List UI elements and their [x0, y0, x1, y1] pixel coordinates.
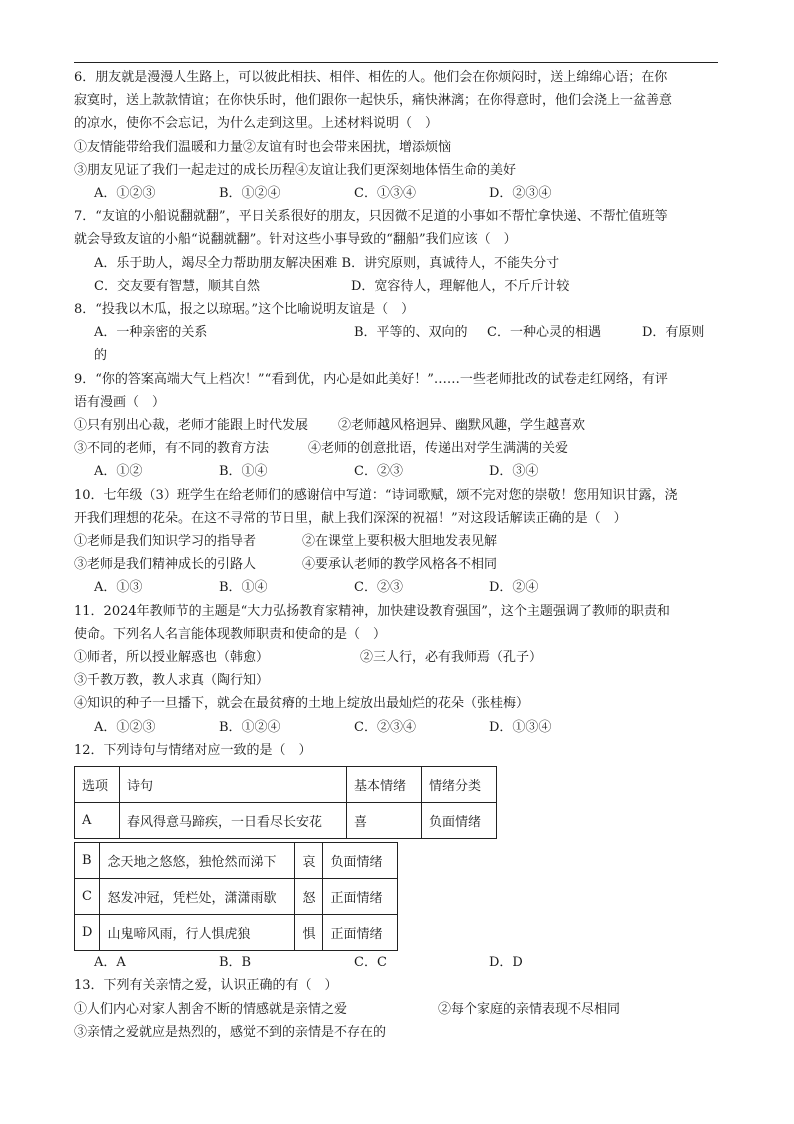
q13-stem: 13．下列有关亲情之爱，认识正确的有（ ） — [74, 978, 338, 994]
q11-statement: ③千教万教，教人求真（陶行知） — [74, 673, 270, 689]
table-cell: C — [75, 879, 100, 915]
q11-stem-line: 使命。下列名人名言能体现教师职责和使命的是（ ） — [74, 626, 387, 642]
q7-stem-line: 就会导致友谊的小船“说翻就翻”。针对这些小事导致的“翻船”我们应该（ ） — [74, 232, 517, 248]
table-header-row — [75, 767, 497, 803]
q10-stem-line: 开我们理想的花朵。在这不寻常的节日里，献上我们深深的祝福！”对这段话解读正确的是（ ） — [74, 510, 627, 526]
question-8 — [74, 298, 720, 368]
question-13 — [74, 974, 720, 1044]
q9-statement: ③不同的老师，有不同的教育方法 — [74, 441, 270, 457]
q13-statement: ③亲情之爱就应是热烈的，感觉不到的亲情是不存在的 — [74, 1024, 387, 1040]
q7-stem-line: 7．“友谊的小船说翻就翻”，平日关系很好的朋友，只因微不足道的小事如不帮忙拿快递、不帮忙值班等 — [74, 209, 668, 225]
option-a[interactable]: A．①② — [94, 464, 143, 480]
table-cell: 念天地之悠悠，独怆然而涕下 — [100, 843, 295, 879]
option-d[interactable]: D．②④ — [489, 580, 539, 596]
option-a[interactable]: A．①②③ — [94, 186, 156, 202]
q12-stem: 12．下列诗句与情绪对应一致的是（ ） — [74, 742, 312, 758]
table-header-cell: 情绪分类 — [422, 767, 497, 803]
option-c[interactable]: C．②③ — [354, 464, 403, 480]
question-6 — [74, 66, 720, 205]
q9-statement: ①只有别出心裁，老师才能跟上时代发展 — [74, 418, 309, 434]
q6-stem-line: 6．朋友就是漫漫人生路上，可以彼此相扶、相伴、相佐的人。他们会在你烦闷时，送上绵绵心语；在你 — [74, 70, 668, 85]
q6-statement: ③朋友见证了我们一起走过的成长历程④友谊让我们更深刻地体悟生命的美好 — [74, 162, 517, 178]
q6-stem-line: 寂寞时，送上款款情谊；在你快乐时，他们跟你一起快乐，痛快淋漓；在你得意时，他们会浇上一盆善意 — [74, 93, 673, 109]
table-row — [75, 843, 398, 879]
table-cell: 春风得意马蹄疾，一日看尽长安花 — [120, 803, 347, 839]
question-9 — [74, 368, 720, 484]
q11-stem-line: 11．2024年教师节的主题是“大力弘扬教育家精神，加快建设教育强国”，这个主题强调了教师的职责和 — [74, 603, 670, 619]
table-cell: 正面情绪 — [323, 879, 398, 915]
q9-statement: ②老师越风格迥异、幽默风趣，学生越喜欢 — [338, 418, 586, 434]
q11-options — [74, 716, 720, 739]
question-10 — [74, 484, 720, 600]
table-cell: 负面情绪 — [323, 843, 398, 879]
question-11 — [74, 600, 720, 739]
option-c[interactable]: C．②③ — [354, 580, 403, 596]
option-b[interactable]: B．B — [219, 955, 252, 971]
option-b[interactable]: B．①④ — [219, 464, 268, 480]
option-b[interactable]: B．①②④ — [219, 719, 281, 735]
q13-statements-row — [74, 998, 720, 1021]
q11-statements-row — [74, 646, 720, 669]
option-a[interactable]: A．一种亲密的关系 — [94, 325, 208, 341]
q10-statement: ③老师是我们精神成长的引路人 — [74, 557, 257, 573]
table-cell: 正面情绪 — [323, 915, 398, 951]
table-cell: A — [75, 803, 120, 839]
option-b[interactable]: B．平等的、双向的 — [354, 325, 468, 341]
q8-stem: 8．“投我以木瓜，报之以琼琚。”这个比喻说明友谊是（ ） — [74, 302, 415, 318]
q10-statement: ②在课堂上要积极大胆地发表见解 — [302, 534, 498, 550]
q9-statements-row — [74, 414, 720, 437]
q8-option-d-tail: 的 — [94, 348, 108, 364]
q11-statement: ④知识的种子一旦播下，就会在最贫瘠的土地上绽放出最灿烂的花朵（张桂梅） — [74, 696, 530, 712]
q8-options — [74, 321, 720, 344]
option-a[interactable]: A．①②③ — [94, 719, 156, 735]
table-cell: 惧 — [295, 915, 323, 951]
q10-statements-row — [74, 553, 720, 576]
q7-options-line[interactable]: C．交友要有智慧，顺其自然 D．宽容待人，理解他人，不斤斤计较 — [94, 278, 570, 294]
table-cell: 哀 — [295, 843, 323, 879]
q9-stem-line: 9．“你的答案高端大气上档次！”“看到优，内心是如此美好！”……一些老师批改的试卷走红网络，有评 — [74, 371, 668, 387]
q10-statement: ①老师是我们知识学习的指导者 — [74, 534, 257, 550]
option-a[interactable]: A．A — [94, 955, 126, 971]
option-c[interactable]: C．一种心灵的相遇 — [487, 325, 601, 341]
table-cell: 喜 — [347, 803, 422, 839]
header-rule — [74, 62, 718, 63]
option-d[interactable]: D．①③④ — [489, 719, 552, 735]
q12-table-bottom — [74, 842, 398, 951]
table-header-cell: 基本情绪 — [347, 767, 422, 803]
q6-stem-line: 的凉水，使你不会忘记，为什么走到这里。上述材料说明（ ） — [74, 116, 439, 132]
option-c[interactable]: C．①③④ — [354, 186, 416, 202]
q9-stem-line: 语有漫画（ ） — [74, 394, 166, 410]
table-header-cell: 诗句 — [120, 767, 347, 803]
q10-options — [74, 576, 720, 599]
q13-statement: ①人们内心对家人割舍不断的情感就是亲情之爱 — [74, 1001, 348, 1017]
table-row — [75, 803, 497, 839]
q9-statements-row — [74, 437, 720, 460]
option-b[interactable]: B．①②④ — [219, 186, 281, 202]
table-cell: 山鬼啼风雨，行人惧虎狼 — [100, 915, 295, 951]
table-header-cell: 选项 — [75, 767, 120, 803]
q6-options — [74, 182, 720, 205]
q13-statement: ②每个家庭的亲情表现不尽相同 — [438, 1001, 621, 1017]
option-d[interactable]: D．③④ — [489, 464, 539, 480]
q10-statements-row — [74, 530, 720, 553]
q11-statement: ②三人行，必有我师焉（孔子） — [360, 650, 543, 666]
table-cell: D — [75, 915, 100, 951]
q6-statement: ①友情能带给我们温暖和力量②友谊有时也会带来困扰，增添烦恼 — [74, 139, 452, 155]
q10-statement: ④要承认老师的教学风格各不相同 — [302, 557, 498, 573]
option-c[interactable]: C．C — [354, 955, 387, 971]
q10-stem-line: 10．七年级（3）班学生在给老师们的感谢信中写道：“诗词歌赋，颂不完对您的崇敬！您用知识甘露，浇 — [74, 487, 678, 503]
option-d[interactable]: D．D — [489, 955, 523, 971]
table-cell: 怒发冲冠，凭栏处，潇潇雨歇 — [100, 879, 295, 915]
table-cell: 怒 — [295, 879, 323, 915]
q9-options — [74, 460, 720, 483]
option-b[interactable]: B．①④ — [219, 580, 268, 596]
option-d[interactable]: D．②③④ — [489, 186, 552, 202]
q9-statement: ④老师的创意批语，传递出对学生满满的关爱 — [308, 441, 569, 457]
table-cell: 负面情绪 — [422, 803, 497, 839]
table-row — [75, 879, 398, 915]
option-c[interactable]: C．②③④ — [354, 719, 416, 735]
option-a[interactable]: A．①③ — [94, 580, 143, 596]
q11-statement: ①师者，所以授业解惑也（韩愈） — [74, 650, 270, 666]
table-cell: B — [75, 843, 100, 879]
table-row — [75, 915, 398, 951]
question-7 — [74, 205, 720, 298]
q12-options — [74, 951, 720, 974]
q7-options-line[interactable]: A．乐于助人，竭尽全力帮助朋友解决困难 B．讲究原则，真诚待人，不能失分寸 — [94, 255, 560, 271]
q12-table-top — [74, 766, 497, 839]
exam-content — [74, 66, 720, 1044]
question-12 — [74, 739, 720, 974]
option-d[interactable]: D．有原则 — [642, 325, 705, 341]
